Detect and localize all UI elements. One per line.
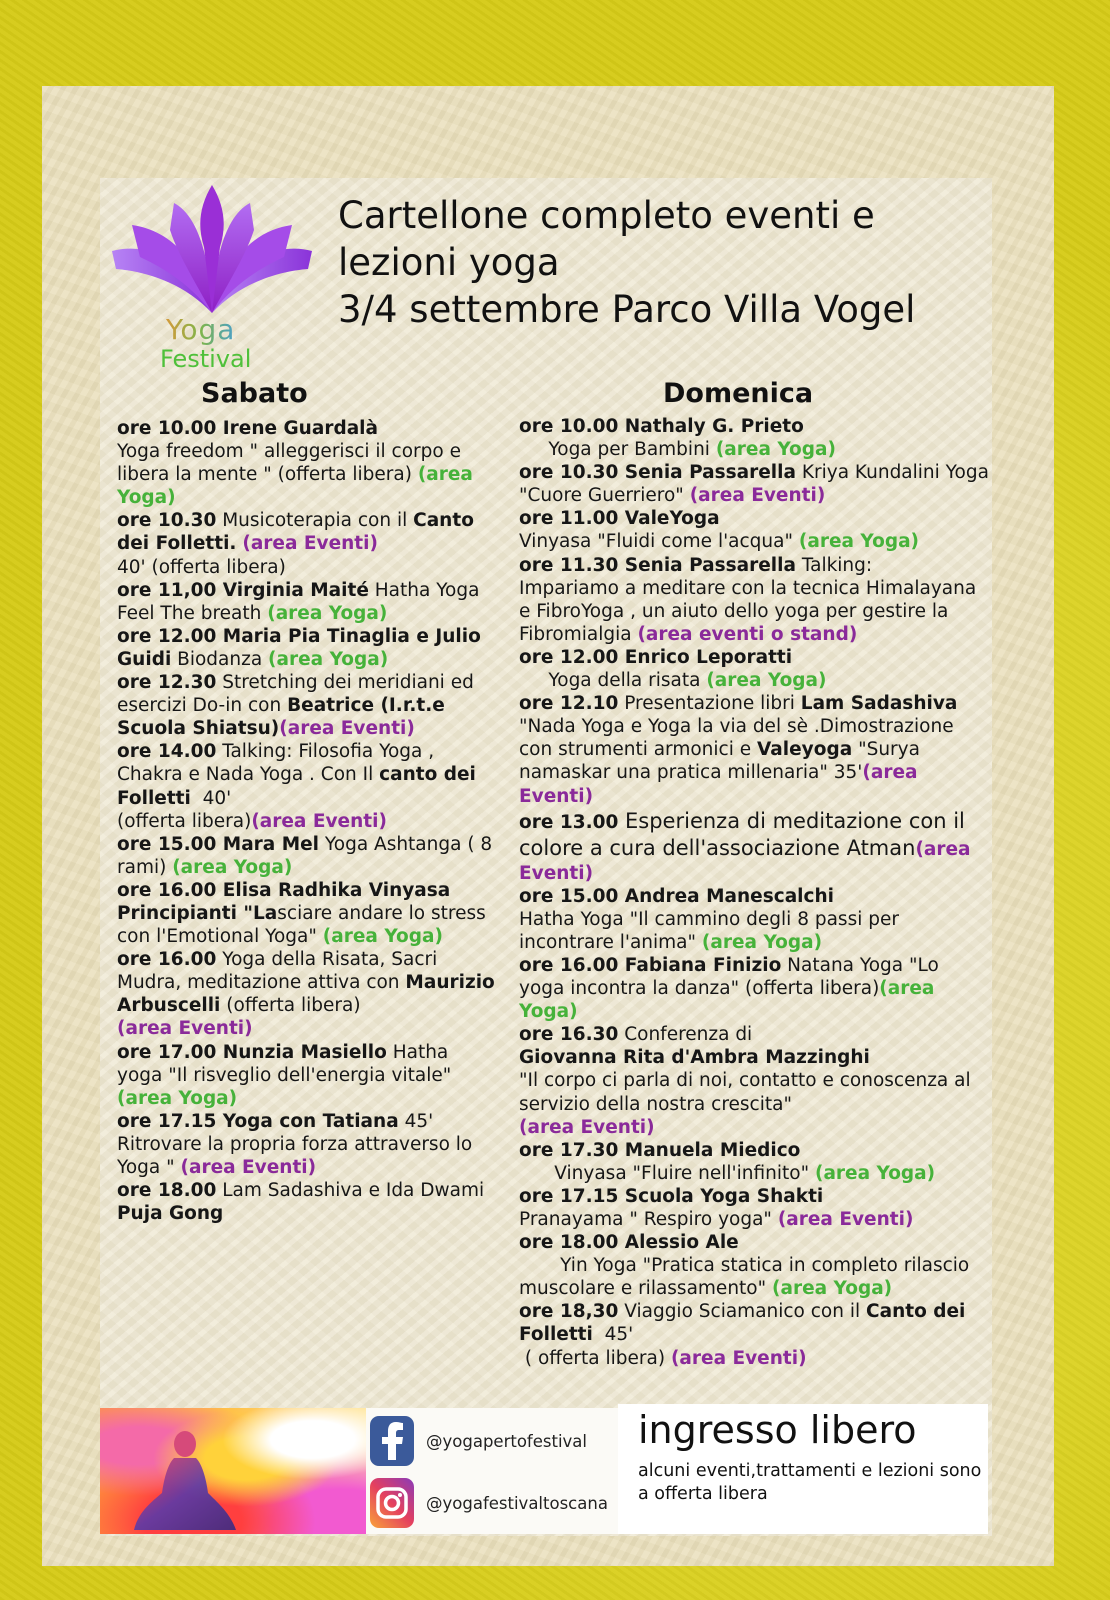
schedule-event xyxy=(519,1300,989,1369)
event-text: "Nada Yoga e Yoga la via del sè .Dimostrazione con strumenti armonici e xyxy=(519,716,954,761)
event-highlight: ore 12.30 xyxy=(117,672,217,694)
event-highlight: ore 18.00 Alessio Ale xyxy=(519,1232,739,1254)
title-line: Cartellone completo eventi e xyxy=(338,194,875,237)
sabato-schedule xyxy=(117,417,497,1225)
social-links xyxy=(366,1408,618,1534)
event-highlight: ore 17.15 Yoga con Tatiana xyxy=(117,1110,399,1132)
event-text: Hatha yoga "Il risveglio dell'energia vitale" xyxy=(117,1041,452,1086)
event-text: Pranayama " Respiro yoga" xyxy=(519,1209,778,1230)
event-text: Impariamo a meditare con la tecnica Himalayana e FibroYoga , un aiuto dello yoga per gestire la Fibromialgia xyxy=(519,577,977,645)
event-highlight: ore 15.00 Mara Mel xyxy=(117,833,320,855)
event-text: Viaggio Sciamanico con il xyxy=(618,1301,867,1323)
instagram-link[interactable] xyxy=(370,1478,608,1528)
event-highlight: canto dei Folletti xyxy=(117,764,476,809)
event-highlight: ore 10.30 xyxy=(117,510,217,532)
sabato-heading: Sabato xyxy=(201,378,308,409)
event-highlight: ore 18,30 xyxy=(519,1301,619,1323)
domenica-heading: Domenica xyxy=(663,378,814,409)
instagram-handle: @yogafestivaltoscana xyxy=(426,1493,608,1513)
event-highlight: ore 15.00 Andrea Manescalchi xyxy=(519,885,834,907)
area-eventi-tag: (area Eventi) xyxy=(689,485,826,507)
schedule-event xyxy=(117,948,497,1040)
lotus-icon xyxy=(112,185,312,315)
schedule-event xyxy=(519,1231,989,1300)
event-text: "Il corpo ci parla di noi, contatto e conoscenza al servizio della nostra crescita" xyxy=(519,1070,971,1115)
area-yoga-tag: (area Yoga) xyxy=(268,648,389,670)
area-eventi-tag: (area Eventi) xyxy=(519,1116,655,1138)
area-eventi-tag: (area Eventi) xyxy=(670,1347,807,1369)
event-text: Conferenza di xyxy=(618,1024,753,1046)
schedule-event xyxy=(519,1139,989,1185)
event-text: Lam Sadashiva e Ida Dwami xyxy=(216,1180,485,1202)
schedule-event xyxy=(519,1185,989,1231)
event-text: Talking: xyxy=(795,554,873,576)
title-line: 3/4 settembre Parco Villa Vogel xyxy=(338,288,916,331)
area-yoga-tag: (area Yoga) xyxy=(706,670,827,692)
event-text: Yoga Ashtanga ( 8 rami) xyxy=(117,833,493,878)
event-text: Yoga della Risata, Sacri Mudra, meditazione attiva con xyxy=(117,949,438,994)
schedule-event xyxy=(117,833,497,879)
schedule-event xyxy=(117,579,497,625)
event-highlight: ore 10.30 Senia Passarella xyxy=(519,462,796,484)
event-text: "Surya namaskar una pratica millenaria" 35' xyxy=(519,739,920,784)
schedule-event xyxy=(117,671,497,740)
event-text: Presentazione libri xyxy=(618,693,801,715)
event-highlight: Canto dei Folletti. xyxy=(117,510,474,555)
area-eventi-tag: (area Eventi) xyxy=(519,838,971,884)
yoga-festival-logo xyxy=(112,185,312,375)
event-text: Vinyasa "Fluidi come l'acqua" xyxy=(519,531,799,553)
title-line: lezioni yoga xyxy=(338,241,560,284)
area-yoga-tag: (area Yoga) xyxy=(172,856,293,878)
schedule-event xyxy=(519,1023,989,1138)
event-highlight: ore 16.00 Elisa Radhika Vinyasa Principianti "La xyxy=(117,879,451,924)
facebook-icon xyxy=(370,1416,414,1466)
area-eventi-tag: (area Eventi) xyxy=(117,1018,253,1040)
area-eventi-tag: (area Eventi) xyxy=(519,762,918,807)
event-text: Esperienza di meditazione con il colore a cura dell'associazione Atman xyxy=(519,808,965,860)
event-text: Talking: Filosofia Yoga , Chakra e Nada Yoga . Con Il xyxy=(117,741,435,786)
footer xyxy=(100,1408,988,1534)
schedule-event xyxy=(117,417,497,509)
area-yoga-tag: (area Yoga) xyxy=(772,1278,893,1300)
area-yoga-tag: (area Yoga) xyxy=(519,978,935,1023)
event-text: Yoga della risata xyxy=(519,670,707,692)
area-yoga-tag: (area Yoga) xyxy=(117,1087,238,1109)
event-highlight: Beatrice (I.r.t.e Scuola Shiatsu) xyxy=(117,695,445,740)
logo-yoga-text: Yoga xyxy=(166,313,236,346)
area-yoga-tag: (area Yoga) xyxy=(715,439,836,461)
area-yoga-tag: (area Yoga) xyxy=(798,531,920,553)
page-title xyxy=(338,192,978,333)
schedule-event xyxy=(117,1041,497,1110)
facebook-handle: @yogapertofestival xyxy=(426,1431,587,1451)
event-highlight: ore 10.00 Irene Guardalà xyxy=(117,418,379,439)
schedule-event xyxy=(117,1110,497,1179)
schedule-event xyxy=(519,692,989,807)
schedule-event xyxy=(519,554,989,646)
event-text: ( offerta libera) xyxy=(519,1347,671,1369)
event-highlight: ore 17.30 Manuela Miedico xyxy=(519,1139,801,1161)
event-highlight: ore 14.00 xyxy=(117,741,217,763)
event-text: 45' xyxy=(398,1110,434,1132)
event-highlight: Lam Sadashiva xyxy=(800,693,958,715)
event-highlight: ore 18.00 xyxy=(117,1180,217,1202)
event-text: Yoga per Bambini xyxy=(519,439,716,461)
event-text: 40' (offerta libera) xyxy=(117,556,286,578)
event-text: (offerta libera) xyxy=(220,995,361,1017)
event-highlight: ore 12.00 Maria Pia Tinaglia e Julio Guidi xyxy=(117,625,481,670)
event-highlight: Valeyoga xyxy=(757,739,853,761)
event-highlight: ore 10.00 Nathaly G. Prieto xyxy=(519,416,804,437)
event-text: Natana Yoga "Lo yoga incontra la danza" (offerta libera) xyxy=(519,954,939,1000)
area-yoga-tag: (area Yoga) xyxy=(267,602,388,624)
area-yoga-tag: (area Yoga) xyxy=(322,926,443,948)
schedule-event xyxy=(117,625,497,671)
event-highlight: ore 17.00 Nunzia Masiello xyxy=(117,1041,387,1063)
schedule-event xyxy=(519,808,989,885)
event-highlight: Canto dei Folletti xyxy=(519,1301,966,1346)
event-highlight: ore 16.00 xyxy=(117,949,217,971)
logo-festival-text: Festival xyxy=(160,345,252,373)
schedule-event xyxy=(117,1179,497,1225)
area-yoga-tag: (area Yoga) xyxy=(814,1162,936,1184)
entry-note: alcuni eventi,trattamenti e lezioni sono a offerta libera xyxy=(638,1461,982,1504)
schedule-event xyxy=(519,885,989,954)
event-text: Biodanza xyxy=(171,648,269,670)
event-highlight: ore 11.30 Senia Passarella xyxy=(519,554,796,576)
event-text: (offerta libera) xyxy=(117,810,252,832)
event-highlight: ore 12.10 xyxy=(519,693,619,715)
area-eventi-tag: (area Eventi) xyxy=(180,1157,317,1178)
domenica-schedule xyxy=(519,415,989,1370)
event-text: sciare andare lo stress con l'Emotional Yoga" xyxy=(117,902,486,948)
event-text: Hatha Yoga Feel The breath xyxy=(117,579,480,624)
event-highlight: ore 12.00 Enrico Leporatti xyxy=(519,646,793,668)
meditation-watercolor-image xyxy=(100,1408,366,1534)
facebook-link[interactable] xyxy=(370,1416,587,1466)
event-text: Yin Yoga "Pratica statica in completo rilascio muscolare e rilassamento" xyxy=(519,1255,970,1300)
event-highlight: ore 13.00 xyxy=(519,811,619,833)
event-highlight: ore 17.15 Scuola Yoga Shakti xyxy=(519,1185,824,1207)
event-highlight: ore 11.00 ValeYoga xyxy=(519,508,720,530)
schedule-event xyxy=(117,740,497,832)
schedule-event xyxy=(117,509,497,578)
event-highlight: ore 16.00 Fabiana Finizio xyxy=(519,954,782,976)
event-text: Hatha Yoga "Il cammino degli 8 passi per incontrare l'anima" xyxy=(519,908,899,953)
event-highlight: Maurizio Arbuscelli xyxy=(117,972,495,1017)
instagram-icon xyxy=(370,1478,414,1528)
schedule-event xyxy=(519,954,989,1023)
meditating-figure-icon xyxy=(130,1418,240,1534)
event-text: Ritrovare la propria forza attraverso lo Yoga " xyxy=(117,1133,473,1178)
schedule-event xyxy=(519,415,989,461)
area-eventi-tag: (area eventi o stand) xyxy=(637,623,858,645)
event-text: Yoga freedom " alleggerisci il corpo e libera la mente " (offerta libera) xyxy=(117,441,461,486)
event-highlight: Puja Gong xyxy=(117,1203,224,1225)
event-text: 40' xyxy=(190,787,232,809)
event-text: 45' xyxy=(592,1324,634,1346)
event-text: Musicoterapia con il xyxy=(216,510,414,532)
event-text: Vinyasa "Fluire nell'infinito" xyxy=(519,1162,815,1184)
schedule-event xyxy=(117,879,497,948)
event-highlight: ore 16.30 xyxy=(519,1024,619,1046)
area-eventi-tag: (area Eventi) xyxy=(242,533,378,555)
area-eventi-tag: (area Eventi) xyxy=(279,718,415,740)
entry-info xyxy=(618,1404,988,1534)
event-text: Stretching dei meridiani ed esercizi Do-in con xyxy=(117,672,474,717)
event-text: Kriya Kundalini Yoga "Cuore Guerriero" xyxy=(519,462,989,507)
area-eventi-tag: (area Eventi) xyxy=(777,1209,914,1230)
area-yoga-tag: (area Yoga) xyxy=(701,931,823,953)
entry-title: ingresso libero xyxy=(638,1408,917,1452)
event-highlight: Giovanna Rita d'Ambra Mazzinghi xyxy=(519,1047,870,1069)
event-highlight: ore 11,00 Virginia Maité xyxy=(117,579,369,601)
area-eventi-tag: (area Eventi) xyxy=(251,810,387,832)
schedule-event xyxy=(519,646,989,692)
area-yoga-tag: (area Yoga) xyxy=(117,464,473,509)
schedule-event xyxy=(519,507,989,553)
schedule-event xyxy=(519,461,989,507)
